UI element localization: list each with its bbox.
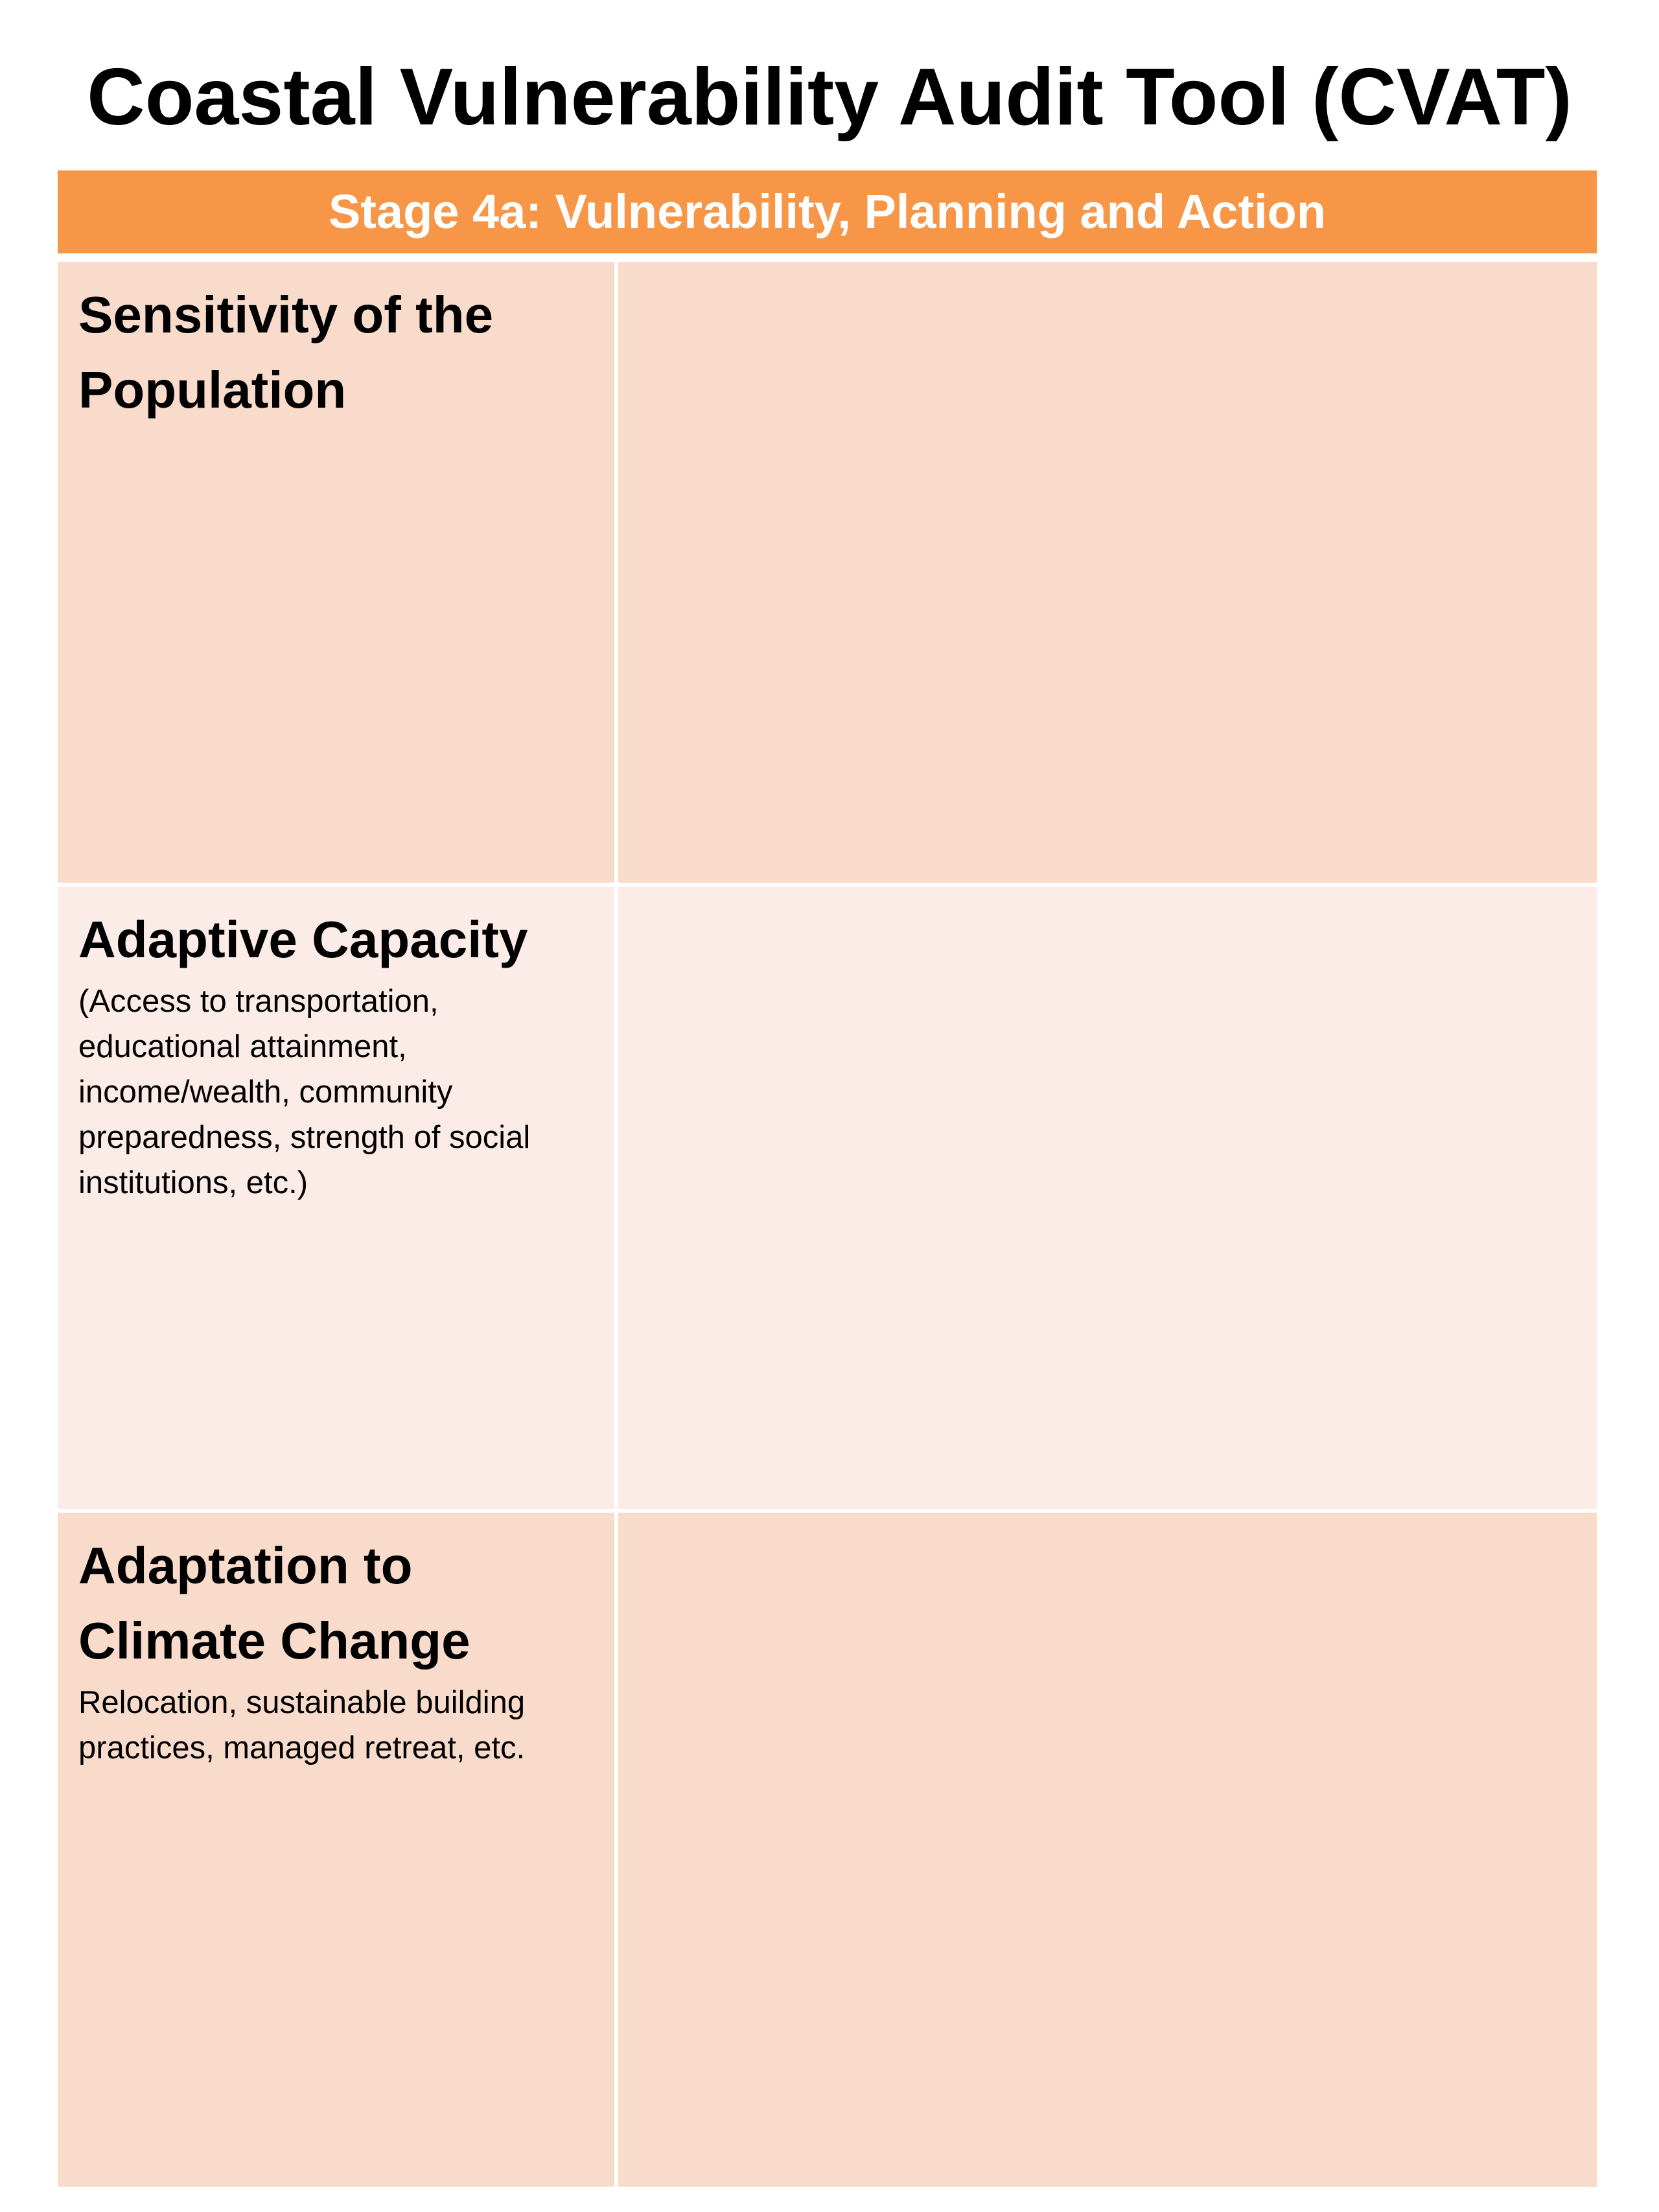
row-heading-sensitivity: Sensitivity of the Population bbox=[78, 286, 494, 419]
input-cell-sensitivity[interactable] bbox=[618, 262, 1597, 887]
worksheet-table bbox=[58, 262, 1597, 2187]
row-heading-adaptation: Adaptation to Climate Change bbox=[78, 1537, 470, 1670]
stage-header: Stage 4a: Vulnerability, Planning and Action bbox=[58, 170, 1597, 253]
input-cell-adaptation[interactable] bbox=[618, 1513, 1597, 2187]
row-description-adaptation: Relocation, sustainable building practices, managed retreat, etc. bbox=[78, 1685, 526, 1765]
row-heading-adaptive-capacity: Adaptive Capacity bbox=[78, 911, 528, 968]
row-description-adaptive-capacity: (Access to transportation, educational attainment, income/wealth, community preparedness, strength of social institutions, etc.) bbox=[78, 984, 531, 1200]
input-cell-adaptive-capacity[interactable] bbox=[618, 887, 1597, 1513]
label-cell-adaptation bbox=[58, 1513, 618, 2187]
label-cell-adaptive-capacity bbox=[58, 887, 618, 1513]
page-title: Coastal Vulnerability Audit Tool (CVAT) bbox=[87, 52, 1572, 142]
label-cell-sensitivity bbox=[58, 262, 618, 887]
